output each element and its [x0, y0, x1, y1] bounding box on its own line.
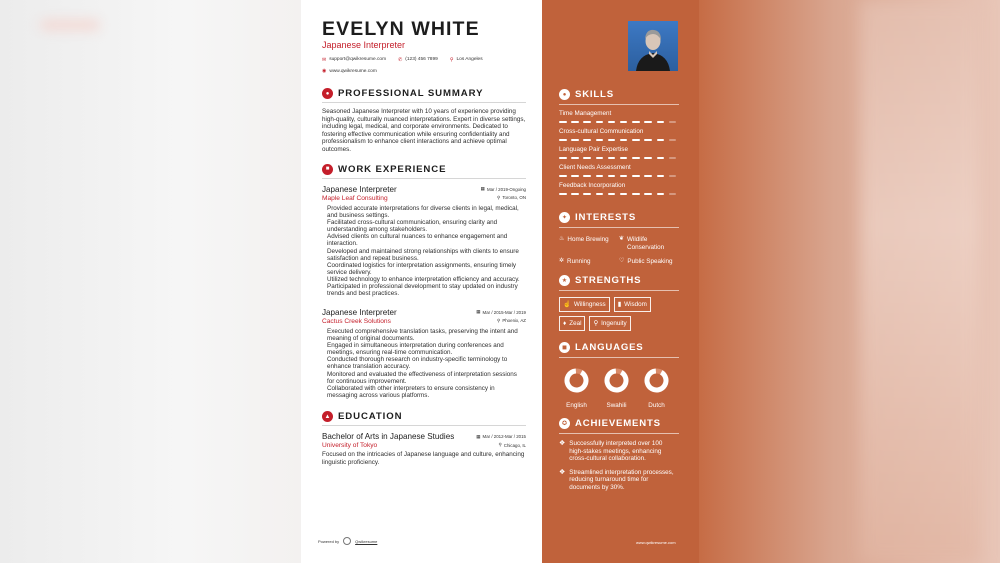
list-item: Provided accurate interpretations for diverse clients in legal, medical, and business settings. [327, 204, 519, 219]
language-level-donut [604, 368, 629, 393]
divider [559, 227, 679, 228]
divider [559, 433, 679, 434]
trophy-icon: ❖ [559, 468, 566, 476]
list-item: Developed and maintained strong relationships with clients to ensure satisfaction and repeat business. [327, 247, 519, 262]
calendar-icon: ▦ [480, 186, 485, 192]
skill-level-bar [559, 157, 679, 159]
interest-item: ❦ Wildlife Conservation [619, 236, 665, 251]
skill-level-segment [559, 121, 567, 123]
language-item [644, 368, 669, 409]
skill-level-segment [644, 193, 652, 195]
skill-level-segment [632, 193, 640, 195]
website-text[interactable]: www.qwikresume.com [329, 68, 377, 74]
skill-level-segment [657, 193, 665, 195]
briefcase-icon: ■ [322, 164, 333, 175]
achievements-title: ACHIEVEMENTS [575, 418, 661, 429]
skill-level-segment [583, 193, 591, 195]
job-entry [322, 185, 526, 298]
skill-level-segment [632, 157, 640, 159]
skill-level-segment [559, 139, 567, 141]
contact-row [322, 57, 526, 63]
candidate-name: EVELYN WHITE [322, 18, 480, 40]
languages-section [559, 342, 679, 409]
skill-level-segment [657, 121, 665, 123]
sidebar [542, 0, 699, 563]
skill-level-segment [644, 175, 652, 177]
main-column [301, 0, 542, 563]
globe-icon: ◉ [322, 68, 327, 74]
trophy-icon: ❖ [559, 440, 566, 447]
skill-level-segment [571, 175, 579, 177]
education-title: EDUCATION [338, 411, 403, 423]
strengths-title: STRENGTHS [575, 275, 642, 286]
skill-label: Cross-cultural Communication [559, 128, 644, 135]
education-location: ⚲ Chicago, IL [498, 442, 526, 448]
interests-title: INTERESTS [575, 212, 637, 223]
education-text: Focused on the intricacies of Japanese language and culture, enhancing linguistic proficiency. [322, 451, 525, 466]
user-icon: ● [322, 88, 333, 99]
skill-level-segment [620, 121, 628, 123]
compass-icon: ✦ [559, 212, 570, 223]
skill-level-segment [657, 175, 665, 177]
language-item [564, 368, 589, 409]
divider [559, 357, 679, 358]
divider [559, 290, 679, 291]
pin-icon: ⚲ [497, 194, 501, 200]
job-dates: ▦ Mar / 2019-Ongoing [480, 186, 526, 192]
skill-level-segment [657, 139, 665, 141]
job-location: ⚲ Phoenix, AZ [497, 317, 526, 324]
skill-level-segment [583, 121, 591, 123]
strengths-section [559, 275, 679, 331]
interest-item: ♡ Public Speaking [619, 257, 673, 265]
skill-level-segment [608, 193, 616, 195]
strength-chip: ⚲ Ingenuity [589, 316, 630, 331]
skill-label: Client Needs Assessment [559, 164, 631, 171]
skill-level-segment [596, 193, 604, 195]
achievement-item: ❖ Streamlined interpretation processes, reducing turnaround time for documents by 30%. [559, 468, 674, 491]
job-company: Maple Leaf Consulting [322, 194, 388, 202]
profile-photo [628, 21, 678, 71]
location-icon: ⚲ [449, 57, 454, 63]
summary-title: PROFESSIONAL SUMMARY [338, 88, 484, 99]
skill-level-segment [620, 175, 628, 177]
list-item: Engaged in simultaneous interpretation during conferences and meetings, ensuring real-time communication. [327, 341, 504, 357]
language-name: Swahili [606, 402, 627, 409]
website-row [322, 68, 526, 74]
skill-level-segment [583, 157, 591, 159]
leaf-icon: ❦ [619, 236, 625, 242]
list-item: Utilized technology to enhance interpretation efficiency and accuracy. [327, 276, 520, 284]
footer [318, 537, 377, 545]
skill-level-segment [559, 193, 567, 195]
list-item: Conducted thorough research on industry-specific terminology to enhance translation accuracy. [327, 356, 508, 371]
pin-icon: ⚲ [593, 320, 599, 327]
skill-level-segment [669, 121, 677, 123]
job-title: Japanese Interpreter [322, 184, 397, 194]
skill-level-segment [608, 121, 616, 123]
experience-title: WORK EXPERIENCE [338, 163, 447, 175]
skill-level-segment [608, 175, 616, 177]
language-item [604, 368, 629, 409]
skill-level-bar [559, 175, 679, 177]
phone-text: (123) 456 7899 [405, 57, 438, 62]
skill-level-segment [657, 157, 665, 159]
divider [559, 104, 679, 105]
skill-level-segment [632, 175, 640, 177]
skill-level-segment [559, 175, 567, 177]
email-text[interactable]: support@qwikresume.com [329, 57, 387, 62]
list-item: Coordinated logistics for interpretation assignments, ensuring timely service delivery. [327, 261, 516, 276]
skill-level-segment [620, 193, 628, 195]
beer-icon: ♨ [559, 236, 565, 242]
pin-icon: ⚲ [498, 442, 502, 448]
education-dates: ▦ Mar / 2012-Mar / 2015 [476, 433, 526, 440]
skill-label: Feedback Incorporation [559, 182, 626, 189]
achievement-item: ❖ Successfully interpreted over 100 high-stakes meetings, enhancing cross-cultural collaboration. [559, 440, 663, 463]
skill-level-segment [608, 139, 616, 141]
powered-by-text: Powered by [318, 538, 340, 544]
skill-level-segment [644, 157, 652, 159]
interest-item: ✲ Running [559, 257, 591, 265]
strength-chip: ▮ Wisdom [614, 297, 651, 312]
lightbulb-icon: ● [559, 89, 570, 100]
language-level-donut [644, 368, 669, 393]
skill-level-segment [596, 175, 604, 177]
star-icon: ★ [559, 275, 570, 286]
graduation-cap-icon: ▲ [322, 411, 333, 422]
skill-level-segment [620, 139, 628, 141]
degree: Bachelor of Arts in Japanese Studies [322, 432, 455, 442]
education-entry [322, 432, 526, 466]
language-name: Dutch [648, 402, 665, 409]
skill-level-segment [571, 139, 579, 141]
language-level-donut [564, 368, 589, 393]
list-item: Executed comprehensive translation tasks, preserving the intent and meaning of original documents. [327, 327, 518, 342]
skill-level-segment [608, 157, 616, 159]
language-name: English [566, 402, 587, 409]
divider [322, 425, 526, 426]
calendar-icon: ▦ [476, 433, 481, 439]
brand-link[interactable]: Qwikresume [355, 538, 378, 544]
job-bullets [322, 328, 526, 400]
skill-level-bar [559, 121, 679, 123]
candidate-role: Japanese Interpreter [322, 40, 406, 50]
book-icon: ▮ [617, 301, 622, 308]
summary-text: Seasoned Japanese Interpreter with 10 years of experience providing high-quality, culturally nuanced interpretations. Expert in diverse settings, including legal, medical, and corporate environments. Dedicated to fostering effective communication while ensuring confidentiality and professionalism to enhance client interactions and achieve optimal outcomes. [322, 108, 526, 153]
phone-icon: ✆ [398, 57, 403, 63]
skills-title: SKILLS [575, 89, 614, 100]
thumbs-up-icon: ☝ [563, 301, 571, 308]
skill-level-segment [669, 157, 677, 159]
language-icon: ◼ [559, 342, 570, 353]
email-icon: ✉ [322, 57, 327, 63]
resume-page [301, 0, 699, 563]
qwikresume-logo-icon [343, 537, 351, 545]
job-company: Cactus Creek Solutions [322, 317, 391, 325]
skill-level-segment [596, 157, 604, 159]
strength-chip: ☝ Willingness [559, 297, 610, 312]
job-location: ⚲ Toronto, ON [497, 194, 526, 201]
skills-section [559, 89, 679, 195]
calendar-icon: ▦ [476, 309, 481, 315]
skill-level-segment [669, 193, 677, 195]
job-dates: ▦ Mar / 2015-Mar / 2019 [476, 309, 526, 315]
paw-icon: ✲ [559, 257, 565, 264]
list-item: Collaborated with other interpreters to ensure consistency in messaging across various platforms. [327, 384, 495, 399]
heart-icon: ♡ [619, 257, 625, 264]
summary-header [322, 88, 526, 99]
skill-level-segment [571, 157, 579, 159]
list-item: Advised clients on cultural nuances to enhance engagement and interaction. [327, 233, 508, 248]
skill-level-segment [559, 157, 567, 159]
divider [322, 102, 526, 103]
interest-item: ♨ Home Brewing [559, 236, 619, 252]
skill-level-segment [571, 121, 579, 123]
list-item: Facilitated cross-cultural communication, ensuring clarity and understanding among stakeholders. [327, 218, 498, 234]
background-right [699, 0, 1000, 563]
job-title: Japanese Interpreter [322, 307, 397, 317]
strength-chip: ♦ Zeal [559, 316, 585, 331]
interests-section [559, 212, 679, 265]
pin-icon: ⚲ [497, 317, 501, 323]
achievements-section [559, 418, 679, 492]
trophy-icon: ✪ [559, 418, 570, 429]
list-item: Monitored and evaluated the effectiveness of interpretation sessions for continuous improvement. [327, 370, 517, 385]
experience-header [322, 164, 526, 175]
skill-level-segment [669, 175, 677, 177]
skill-level-segment [632, 139, 640, 141]
skill-level-segment [644, 139, 652, 141]
skill-level-segment [583, 139, 591, 141]
location-text: Los Angeles [456, 57, 483, 62]
school: University of Tokyo [322, 442, 378, 450]
education-header [322, 411, 526, 422]
skill-level-segment [596, 139, 604, 141]
skill-label: Language Pair Expertise [559, 146, 628, 153]
skill-level-segment [632, 121, 640, 123]
footer-url[interactable]: www.qwikresume.com [636, 540, 676, 545]
skill-level-segment [669, 139, 677, 141]
job-bullets [322, 205, 526, 298]
skill-level-bar [559, 139, 679, 141]
flame-icon: ♦ [563, 320, 567, 327]
skill-level-segment [596, 121, 604, 123]
background-left [0, 0, 301, 563]
skill-level-bar [559, 193, 679, 195]
skill-level-segment [644, 121, 652, 123]
list-item: Participated in professional development to stay updated on industry trends and best practices. [327, 283, 518, 298]
job-entry [322, 308, 526, 400]
skill-level-segment [571, 193, 579, 195]
skill-level-segment [583, 175, 591, 177]
languages-title: LANGUAGES [575, 342, 644, 353]
skill-label: Time Management [559, 110, 612, 117]
divider [322, 178, 526, 179]
skill-level-segment [620, 157, 628, 159]
